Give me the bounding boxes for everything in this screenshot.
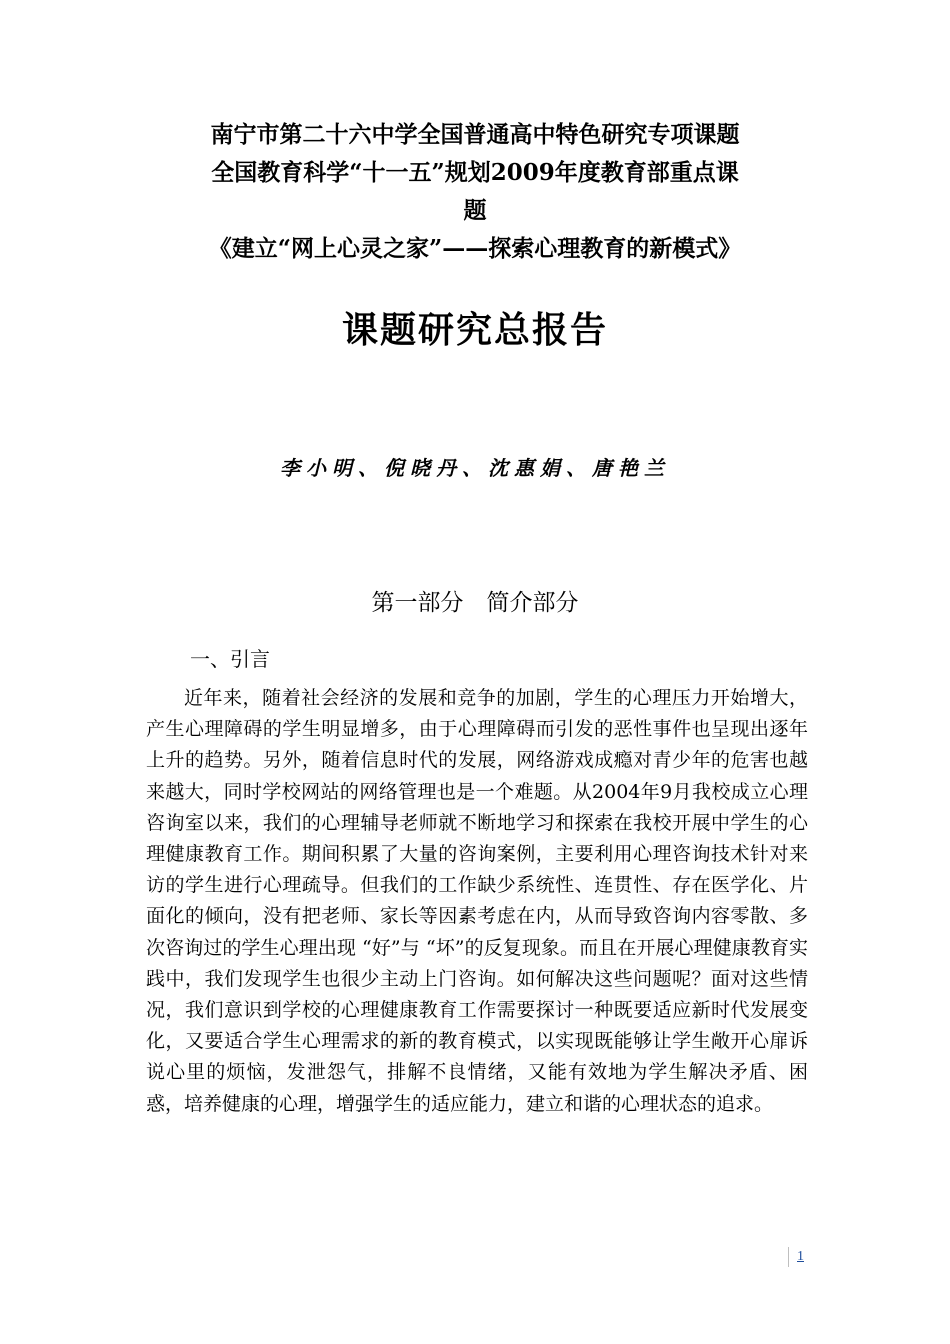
authors-line: 李小明、倪晓丹、沈惠娟、唐艳兰 <box>280 456 670 480</box>
footer-divider <box>788 1247 789 1267</box>
body-paragraph: 近年来，随着社会经济的发展和竞争的加剧，学生的心理压力开始增大，产生心理障碍的学生明显增多，由于心理障碍而引发的恶性事件也呈现出逐年上升的趋势。另外，随着信息时代的发展，网络游戏成瘾对青少年的危害也越来越大，同时学校网站的网络管理也是一个难题。从2004年9月我校成立心理咨询室以来，我们的心理辅导老师就不断地学习和探索在我校开展中学生的心理健康教育工作。期间积累了大量的咨询案例，主要利用心理咨询技术针对来访的学生进行心理疏导。但我们的工作缺少系统性、连贯性、存在医学化、片面化的倾向，没有把老师、家长等因素考虑在内，从而导致咨询内容零散、多次咨询过的学生心理出现 “好”与 “坏”的反复现象。而且在开展心理健康教育实践中，我们发现学生也很少主动上门咨询。如何解决这些问题呢？面对这些情况，我们意识到学校的心理健康教育工作需要探讨一种既要适应新时代发展变化，又要适合学生心理需求的新的教育模式，以实现既能够让学生敞开心扉诉说心里的烦恼，发泄怨气，排解不良情绪，又能有效地为学生解决矛盾、困惑，培养健康的心理，增强学生的适应能力，建立和谐的心理状态的追求。 <box>146 687 808 1115</box>
page-footer <box>788 1246 804 1268</box>
header-line-plan-continued: 题 <box>463 197 487 224</box>
part-heading: 第一部分 简介部分 <box>371 590 579 616</box>
project-header <box>120 116 830 268</box>
page-number: 1 <box>797 1249 804 1264</box>
header-line-project-title: 《建立“网上心灵之家”——探索心理教育的新模式》 <box>208 235 742 262</box>
report-title: 课题研究总报告 <box>341 309 608 351</box>
header-line-school: 南宁市第二十六中学全国普通高中特色研究专项课题 <box>210 121 740 148</box>
header-line-plan: 全国教育科学“十一五”规划2009年度教育部重点课 <box>211 159 739 186</box>
section-heading: 一、引言 <box>190 647 270 671</box>
